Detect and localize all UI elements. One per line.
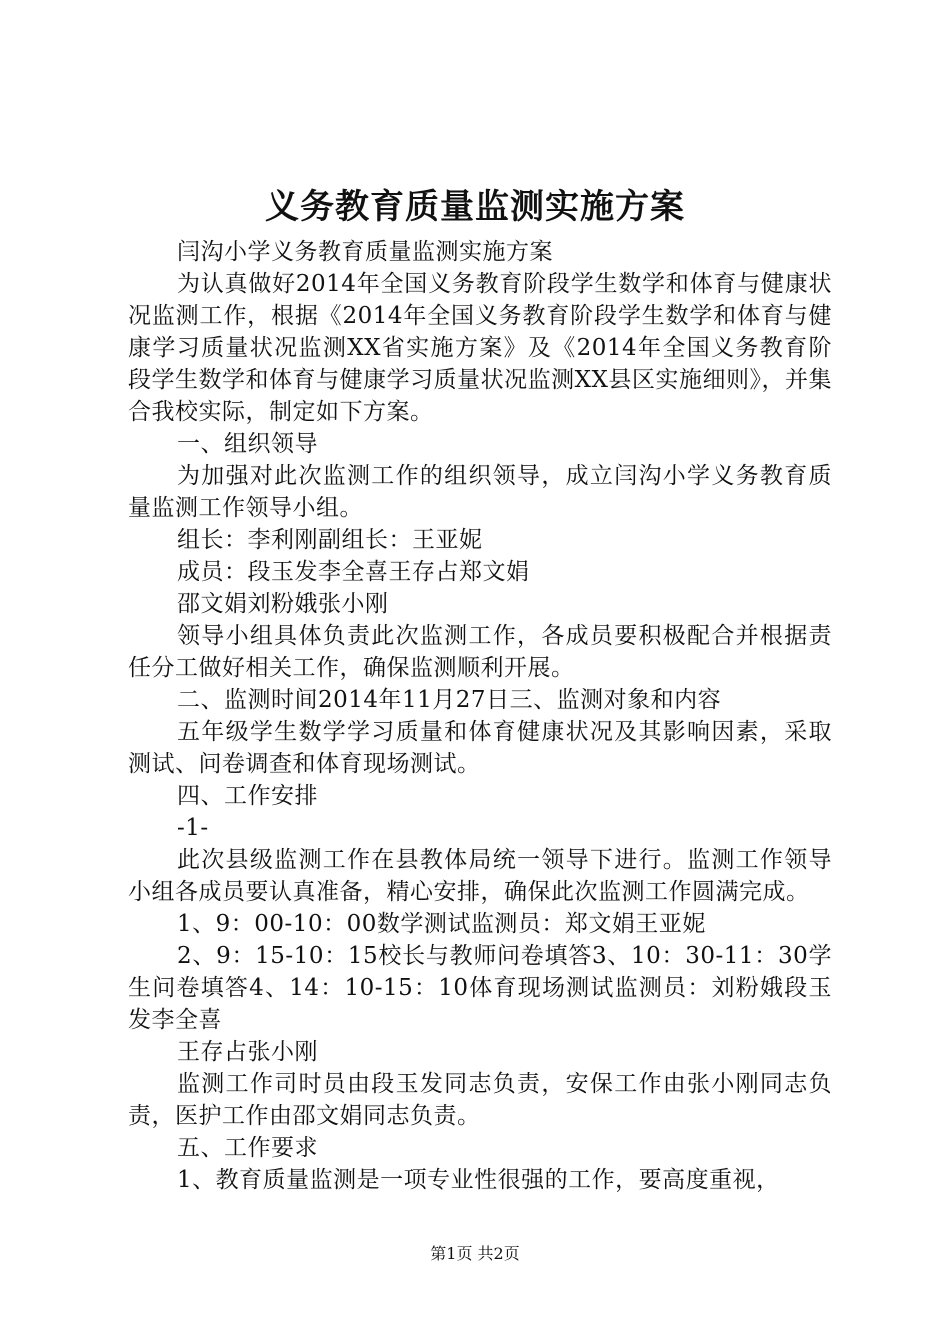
paragraph-leaders: 组长：李利刚副组长：王亚妮	[177, 527, 483, 553]
schedule-item-1: 1、9：00-10：00数学测试监测员：郑文娟王亚妮	[177, 911, 706, 937]
document-title: 义务教育质量监测实施方案	[265, 187, 685, 227]
heading-arrangement: 四、工作安排	[177, 783, 318, 809]
schedule-item-cont: 王存占张小刚	[177, 1039, 318, 1065]
page-footer: 第1页 共2页	[430, 1244, 520, 1263]
inline-page-marker: -1-	[177, 815, 209, 841]
paragraph-requirement-1: 1、教育质量监测是一项专业性很强的工作，要高度重视，	[177, 1167, 780, 1193]
paragraph-subtitle: 闫沟小学义务教育质量监测实施方案	[177, 239, 553, 265]
heading-organization: 一、组织领导	[177, 431, 318, 457]
schedule-item-2-4: 2、9：15-10：15校长与教师问卷填答3、10：30-11：30学生问卷填答4、14：10-15：10体育现场测试监测员：刘粉娥段玉发李全喜	[128, 943, 832, 1033]
paragraph-organization: 为加强对此次监测工作的组织领导，成立闫沟小学义务教育质量监测工作领导小组。	[128, 463, 832, 521]
paragraph-responsibility: 领导小组具体负责此次监测工作，各成员要积极配合并根据责任分工做好相关工作，确保监测顺利开展。	[128, 623, 832, 681]
paragraph-content: 五年级学生数学学习质量和体育健康状况及其影响因素，采取测试、问卷调查和体育现场测试。	[128, 719, 832, 777]
document-body	[128, 236, 832, 1196]
paragraph-arrangement: 此次县级监测工作在县教体局统一领导下进行。监测工作领导小组各成员要认真准备，精心安排，确保此次监测工作圆满完成。	[128, 847, 832, 905]
paragraph-intro: 为认真做好2014年全国义务教育阶段学生数学和体育与健康状况监测工作，根据《2014年全国义务教育阶段学生数学和体育与健康学习质量状况监测XX省实施方案》及《2014年全国义务教育阶段学生数学和体育与健康学习质量状况监测XX县区实施细则》，并集合我校实际，制定如下方案。	[128, 271, 832, 425]
heading-time-target: 二、监测时间2014年11月27日三、监测对象和内容	[177, 687, 722, 713]
paragraph-duties: 监测工作司时员由段玉发同志负责，安保工作由张小刚同志负责，医护工作由邵文娟同志负责。	[128, 1071, 832, 1129]
heading-requirements: 五、工作要求	[177, 1135, 318, 1161]
paragraph-members: 成员：段玉发李全喜王存占郑文娟	[177, 559, 530, 585]
paragraph-members-cont: 邵文娟刘粉娥张小刚	[177, 591, 389, 617]
